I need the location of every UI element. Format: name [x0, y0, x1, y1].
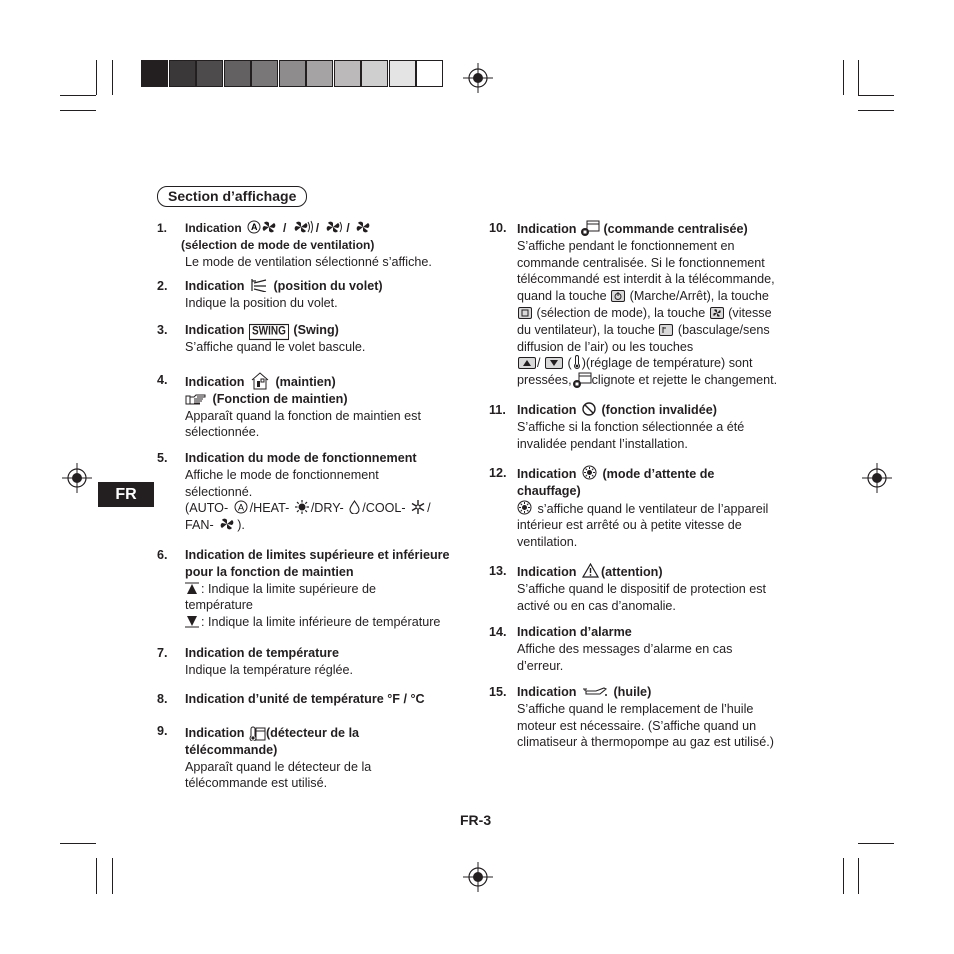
item-title: Indication [517, 467, 577, 481]
fan-speed-key-icon [710, 307, 724, 319]
item-title: Indication [517, 222, 577, 236]
color-swatch [389, 60, 416, 87]
on-off-key-icon [611, 290, 625, 302]
color-swatch [169, 60, 196, 87]
item-number: 3. [157, 323, 168, 337]
item-title: Indication de limites supérieure et inférieure [185, 548, 450, 562]
item-title: Indication d’unité de température °F / °C [185, 692, 425, 706]
item-text: activé ou en cas d’anomalie. [517, 598, 676, 613]
language-tab: FR [98, 482, 154, 507]
color-swatch [141, 60, 168, 87]
item-text: d’erreur. [517, 658, 564, 673]
color-swatch [196, 60, 223, 87]
swing-badge: SWING [249, 324, 289, 340]
prohibited-icon [582, 402, 596, 416]
item-number: 14. [489, 625, 507, 639]
oil-can-icon [582, 686, 608, 698]
centralized-control-icon [580, 220, 600, 237]
registration-mark-right-icon [862, 463, 892, 493]
lower-limit-icon [185, 615, 199, 628]
item-text: télécommandé est interdit à la télécommande, [517, 272, 775, 287]
fan-mode-icon [219, 517, 235, 531]
pointing-hand-icon [185, 393, 207, 405]
mode-key-icon [518, 307, 532, 319]
item-text: Le mode de ventilation sélectionné s’affiche. [185, 255, 432, 269]
item-text: ventilation. [517, 535, 578, 550]
item-text: Affiche le mode de fonctionnement [185, 467, 379, 482]
item-number: 8. [157, 692, 168, 706]
item-title: Indication du mode de fonctionnement [185, 451, 417, 465]
item-title: Indication [185, 375, 245, 389]
color-swatch [279, 60, 306, 87]
item-text: Indique la position du volet. [185, 295, 338, 310]
item-text: intérieur est arrêté ou à petite vitesse de [517, 518, 742, 533]
dry-mode-icon [349, 500, 360, 514]
fan-medium-icon [324, 220, 344, 234]
item-text: Affiche des messages d’alarme en cas [517, 641, 733, 656]
item-number: 7. [157, 646, 168, 660]
temp-down-key-icon [545, 357, 563, 369]
item-subtitle: pour la fonction de maintien [185, 564, 354, 579]
color-swatch [416, 60, 443, 87]
temp-up-key-icon [518, 357, 536, 369]
louver-key-icon [659, 324, 673, 336]
item-text: Indique la température réglée. [185, 662, 354, 677]
svg-text:A: A [251, 222, 258, 232]
registration-mark-left-icon [62, 463, 92, 493]
item-text: S’affiche quand le dispositif de protection est [517, 581, 767, 596]
item-text: Apparaît quand la fonction de maintien est [185, 408, 421, 423]
item-title: Indication [185, 221, 242, 235]
item-title: Indication [517, 685, 577, 699]
color-swatch [251, 60, 278, 87]
heating-standby-icon [582, 465, 597, 480]
page-number: FR-3 [460, 812, 492, 828]
item-text: sélectionnée. [185, 425, 260, 440]
svg-text:A: A [237, 502, 244, 513]
auto-fan-icon [247, 220, 281, 234]
registration-mark-top-icon [463, 63, 493, 93]
fan-low-icon [355, 220, 371, 234]
fan-high-icon [292, 220, 314, 234]
item-number: 9. [157, 724, 168, 738]
item-title: Indication [517, 403, 577, 417]
item-number: 15. [489, 685, 507, 699]
item-subtitle: (sélection de mode de ventilation) [181, 238, 375, 252]
item-text: S’affiche si la fonction sélectionnée a été [517, 419, 745, 434]
item-title: Indication d’alarme [517, 625, 632, 639]
item-number: 1. [157, 221, 168, 235]
color-swatch [361, 60, 388, 87]
heating-standby-icon [517, 500, 532, 515]
item-text: climatiseur à thermopompe au gaz est utilisé.) [517, 735, 774, 750]
registration-mark-bottom-icon [463, 862, 493, 892]
item-title: Indication de température [185, 646, 339, 660]
remote-sensor-icon [248, 723, 266, 741]
item-number: 13. [489, 564, 507, 578]
centralized-control-icon [572, 372, 592, 389]
color-swatch [224, 60, 251, 87]
item-title: Indication [185, 323, 245, 337]
item-number: 5. [157, 451, 168, 465]
upper-limit-icon [185, 582, 199, 595]
item-title: Indication [517, 565, 577, 579]
item-text: moteur est nécessaire. (S’affiche quand un [517, 718, 757, 733]
cool-mode-icon [411, 500, 425, 514]
maintain-house-icon [250, 372, 270, 390]
color-swatch [334, 60, 361, 87]
item-text: commande centralisée. Si le fonctionnement [517, 255, 765, 270]
item-text: invalidée pendant l’installation. [517, 436, 688, 451]
louver-position-icon [250, 278, 268, 292]
warning-icon [582, 563, 599, 578]
auto-mode-icon [234, 500, 248, 514]
item-number: 4. [157, 373, 168, 387]
item-number: 6. [157, 548, 168, 562]
thermometer-icon [573, 355, 581, 369]
item-title: Indication [185, 279, 245, 293]
item-text: Apparaît quand le détecteur de la [185, 759, 372, 774]
item-number: 11. [489, 403, 506, 417]
item-title: Indication [185, 726, 245, 740]
item-text: sélectionné. [185, 484, 253, 499]
item-text: télécommande est utilisé. [185, 776, 328, 791]
item-number: 10. [489, 221, 507, 235]
item-text: S’affiche quand le remplacement de l’huile [517, 701, 754, 716]
color-swatch [306, 60, 333, 87]
item-number: 2. [157, 279, 168, 293]
item-text: S’affiche pendant le fonctionnement en [517, 238, 735, 253]
section-title: Section d’affichage [157, 186, 307, 207]
item-number: 12. [489, 466, 507, 480]
heat-mode-icon [295, 500, 309, 514]
item-text: S’affiche quand le volet bascule. [185, 340, 366, 354]
